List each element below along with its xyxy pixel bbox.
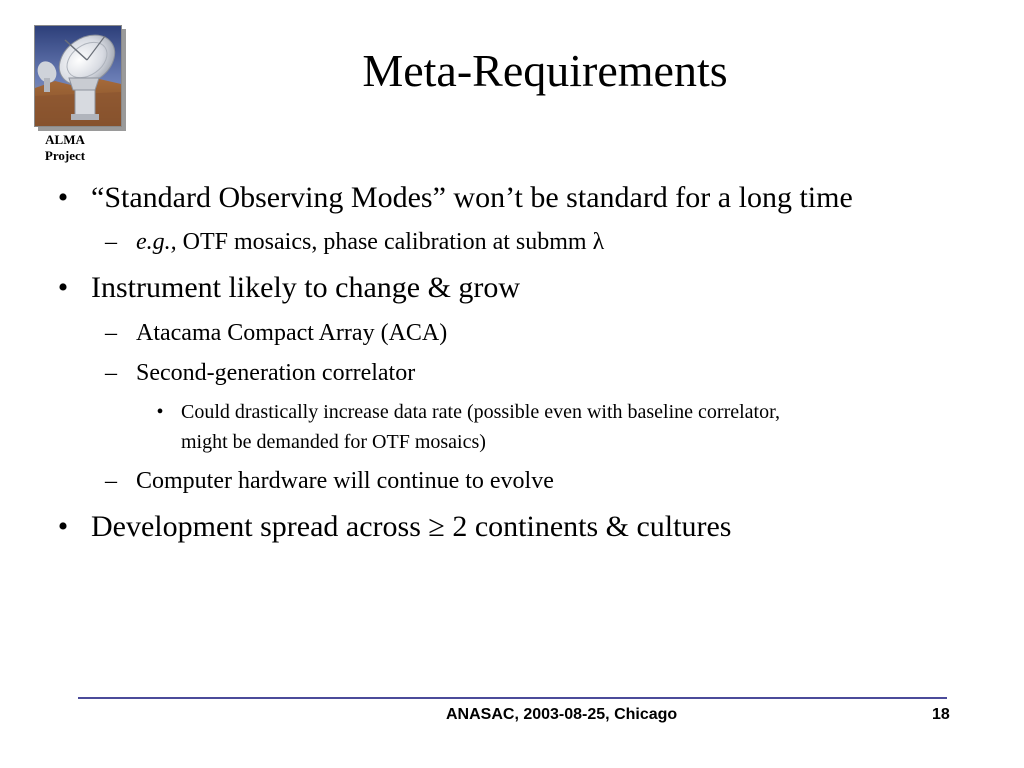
logo-caption-line1: ALMA <box>45 132 85 147</box>
dash-marker: – <box>105 360 117 386</box>
eg-prefix: e.g., <box>136 229 177 255</box>
bullet-item <box>0 270 1024 306</box>
sub-bullet-body: OTF mosaics, phase calibration at submm λ <box>176 229 605 255</box>
logo-caption-line2: Project <box>44 148 86 163</box>
bullet-marker: • <box>57 271 69 304</box>
footer-event: ANASAC, 2003-08-25, Chicago <box>446 706 678 723</box>
dash-marker: – <box>105 468 117 494</box>
sub-sub-bullet-line1: Could drastically increase data rate (possible even with baseline correlator, <box>181 401 780 423</box>
sub-bullet-item <box>0 318 1024 348</box>
page-number: 18 <box>932 706 950 723</box>
footer-rule <box>78 697 947 699</box>
bullet-marker: • <box>57 181 69 214</box>
sub-bullet-item <box>0 227 1024 257</box>
sub-sub-bullet-line2: might be demanded for OTF mosaics) <box>181 431 486 453</box>
bullet-marker: • <box>57 510 69 543</box>
sub-bullet-text <box>136 227 604 257</box>
bullet-item <box>0 180 1024 216</box>
sub-bullet-text: Computer hardware will continue to evolve <box>136 468 554 494</box>
bullet-text: Instrument likely to change & grow <box>91 271 521 304</box>
dash-marker: – <box>105 320 117 346</box>
bullet-text: “Standard Observing Modes” won’t be standard for a long time <box>91 181 853 214</box>
sub-sub-bullet-item <box>0 397 1024 457</box>
sub-bullet-text: Atacama Compact Array (ACA) <box>136 320 448 346</box>
sub-bullet-text: Second-generation correlator <box>136 360 416 386</box>
bullet-item <box>0 509 1024 545</box>
dash-marker: – <box>105 229 117 255</box>
sub-bullet-item <box>0 466 1024 496</box>
sub-bullet-item <box>0 358 1024 388</box>
bullet-text: Development spread across ≥ 2 continents & cultures <box>91 510 732 543</box>
bullet-marker: • <box>156 401 164 423</box>
slide-title: Meta-Requirements <box>362 45 728 96</box>
